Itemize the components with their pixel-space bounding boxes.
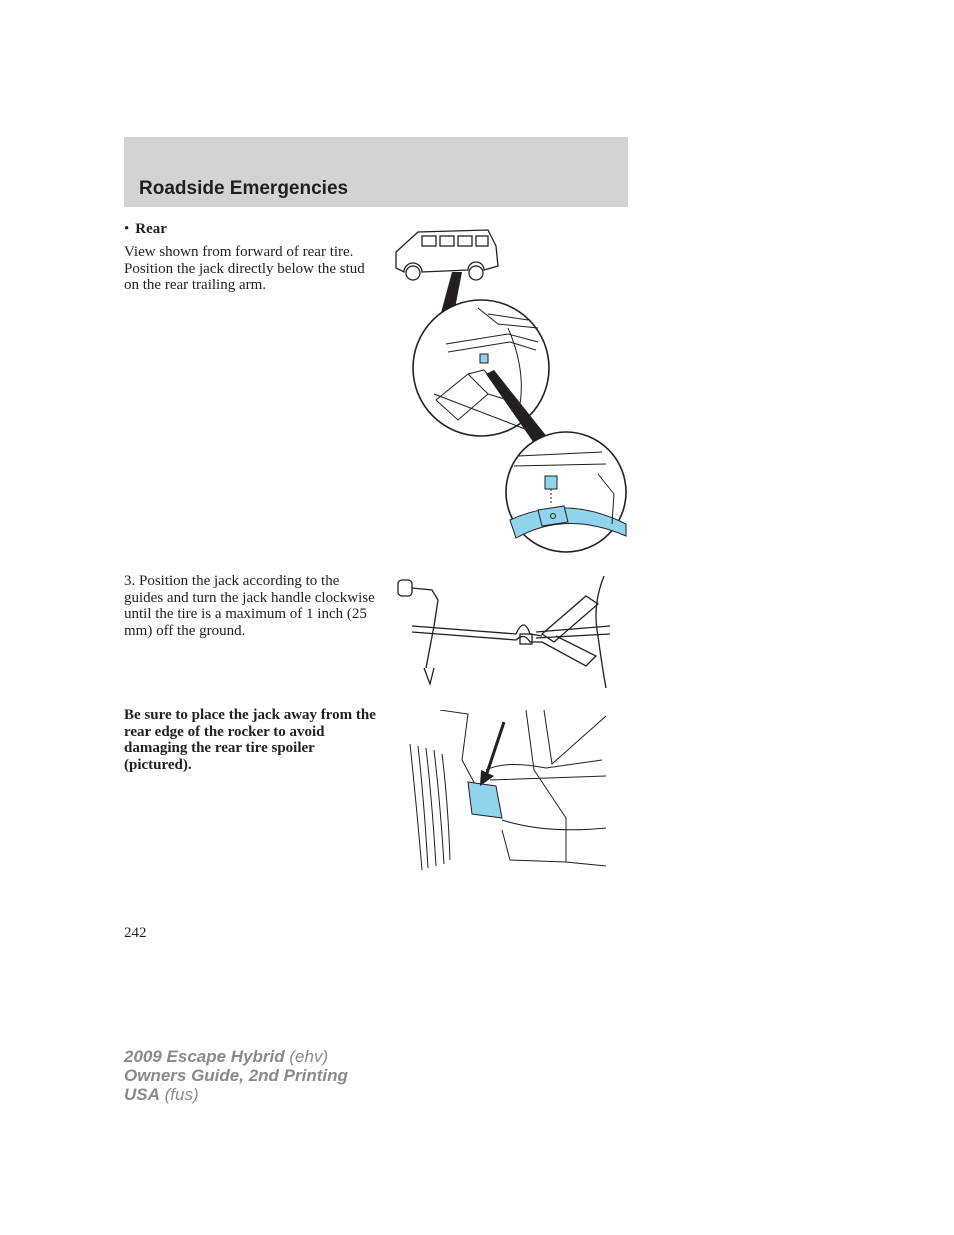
tire-spoiler-illustration bbox=[406, 710, 610, 870]
section-title: Roadside Emergencies bbox=[139, 178, 349, 199]
footer-line-2: Owners Guide, 2nd Printing bbox=[124, 1066, 348, 1085]
rear-jack-point-illustration bbox=[388, 224, 630, 554]
rear-heading: Rear bbox=[135, 221, 167, 237]
step-3-instructions: 3. Position the jack according to the guides and turn the jack handle clockwise until the tire is a maximum of 1 inch (25 mm) off the ground. bbox=[124, 573, 375, 639]
footer-line-1: 2009 Escape Hybrid (ehv) bbox=[124, 1047, 329, 1066]
arrow-pointer bbox=[486, 722, 504, 776]
footer-line-3: USA (fus) bbox=[124, 1085, 199, 1104]
bullet-glyph: • bbox=[124, 221, 130, 237]
rear-instructions: View shown from forward of rear tire. Position the jack directly below the stud on the rear trailing arm. bbox=[124, 244, 365, 293]
section-header-band bbox=[124, 137, 628, 207]
warning-note: Be sure to place the jack away from the rear edge of the rocker to avoid damaging the rear tire spoiler (pictured). bbox=[124, 707, 376, 773]
rear-bullet-heading bbox=[124, 221, 167, 238]
document-footer bbox=[124, 1047, 348, 1104]
jack-handle-illustration bbox=[396, 576, 612, 688]
page-number: 242 bbox=[124, 925, 147, 941]
